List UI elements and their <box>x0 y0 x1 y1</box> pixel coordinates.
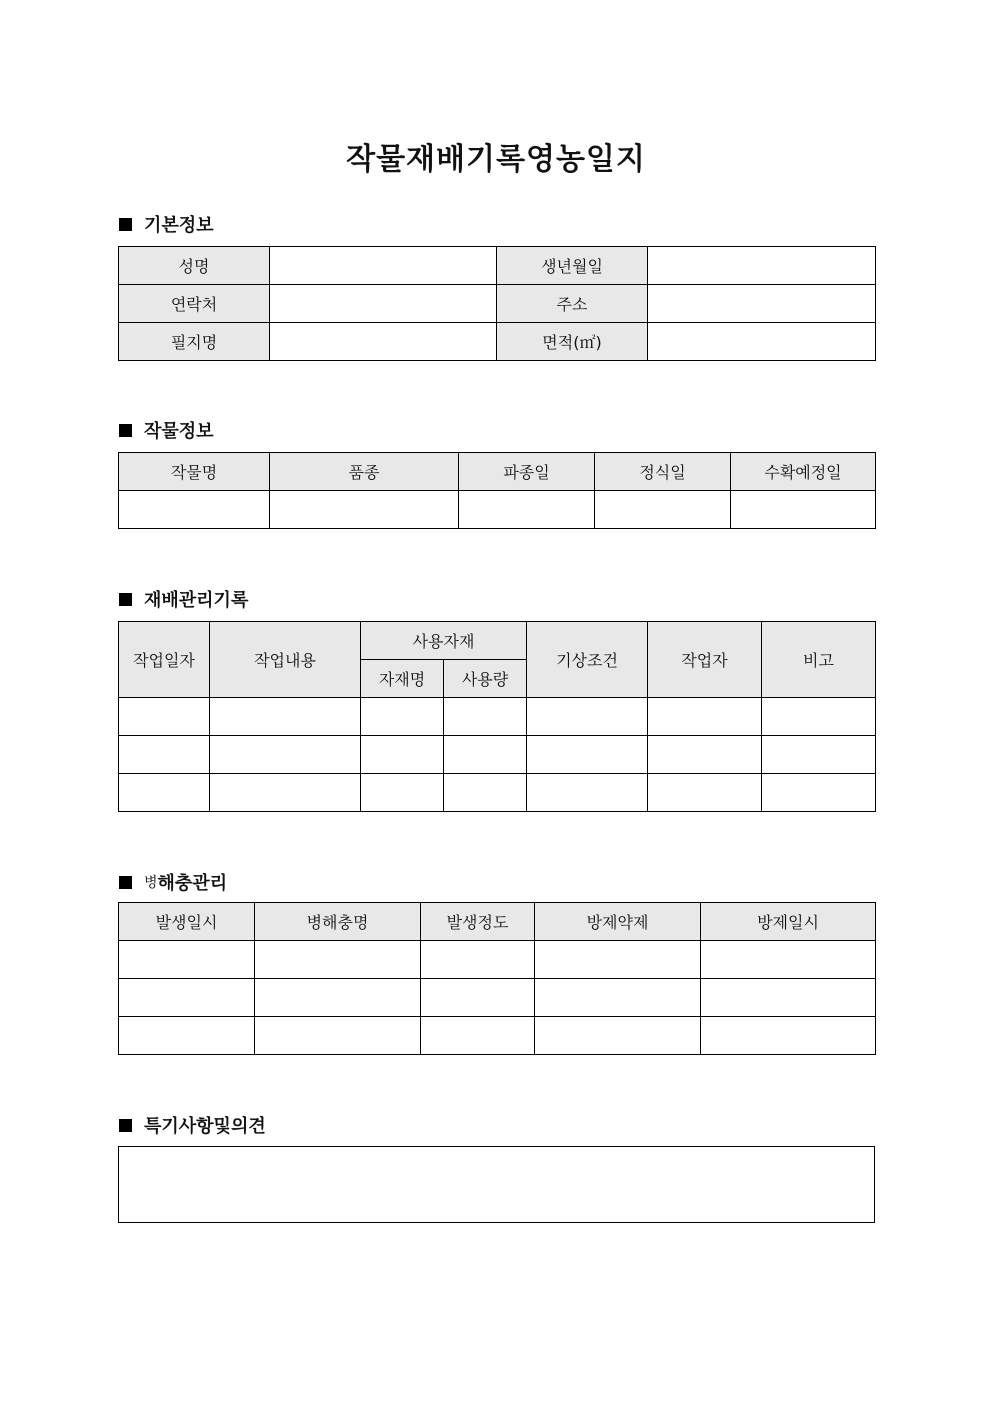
header-note: 비고 <box>762 622 876 698</box>
section-heading-pest-management <box>119 870 227 894</box>
table-cell[interactable] <box>255 979 421 1017</box>
label-address: 주소 <box>497 285 648 323</box>
name-field[interactable] <box>270 247 497 285</box>
square-bullet-icon <box>119 218 132 231</box>
section-heading-cultivation-record <box>119 587 248 611</box>
table-cell[interactable] <box>421 1017 535 1055</box>
label-area: 면적(㎡) <box>497 323 648 361</box>
table-cell[interactable] <box>255 1017 421 1055</box>
header-planting-date: 정식일 <box>595 453 731 491</box>
table-cell[interactable] <box>444 736 527 774</box>
table-cell[interactable] <box>762 698 876 736</box>
table-cell[interactable] <box>361 774 444 812</box>
header-weather: 기상조건 <box>527 622 648 698</box>
table-cell[interactable] <box>648 736 762 774</box>
label-parcel-name: 필지명 <box>119 323 270 361</box>
header-amount: 사용량 <box>444 660 527 698</box>
table-cell[interactable] <box>762 774 876 812</box>
table-cell[interactable] <box>527 698 648 736</box>
table-cell[interactable] <box>421 979 535 1017</box>
table-cell[interactable] <box>648 774 762 812</box>
table-row <box>119 979 876 1017</box>
table-cell[interactable] <box>210 736 361 774</box>
table-header-row <box>119 453 876 491</box>
label-birthdate: 생년월일 <box>497 247 648 285</box>
table-cell[interactable] <box>255 941 421 979</box>
table-cell[interactable] <box>210 774 361 812</box>
header-sowing-date: 파종일 <box>459 453 595 491</box>
planting-date-field[interactable] <box>595 491 731 529</box>
table-cell[interactable] <box>535 979 701 1017</box>
area-field[interactable] <box>648 323 876 361</box>
table-row <box>119 774 876 812</box>
header-work-date: 작업일자 <box>119 622 210 698</box>
section-title-prefix: 병 <box>144 875 158 891</box>
table-cell[interactable] <box>535 941 701 979</box>
address-field[interactable] <box>648 285 876 323</box>
header-control-date: 방제일시 <box>701 903 876 941</box>
table-cell[interactable] <box>444 774 527 812</box>
table-cell[interactable] <box>648 698 762 736</box>
header-occurrence-date: 발생일시 <box>119 903 255 941</box>
section-heading-crop-info <box>119 418 214 442</box>
header-variety: 품종 <box>270 453 459 491</box>
label-name: 성명 <box>119 247 270 285</box>
table-cell[interactable] <box>119 941 255 979</box>
section-title: 작물정보 <box>144 421 214 442</box>
table-cell[interactable] <box>210 698 361 736</box>
notes-field[interactable] <box>118 1146 875 1223</box>
section-heading-notes <box>119 1113 266 1137</box>
contact-field[interactable] <box>270 285 497 323</box>
table-row <box>119 698 876 736</box>
table-cell[interactable] <box>119 774 210 812</box>
birthdate-field[interactable] <box>648 247 876 285</box>
parcel-name-field[interactable] <box>270 323 497 361</box>
table-cell[interactable] <box>701 1017 876 1055</box>
section-title: 기본정보 <box>144 215 214 236</box>
square-bullet-icon <box>119 876 132 889</box>
section-title: 재배관리기록 <box>144 590 249 611</box>
square-bullet-icon <box>119 1119 132 1132</box>
section-heading-basic-info <box>119 212 214 236</box>
crop-info-table <box>118 452 876 529</box>
table-row <box>119 736 876 774</box>
table-cell[interactable] <box>421 941 535 979</box>
table-cell[interactable] <box>119 736 210 774</box>
variety-field[interactable] <box>270 491 459 529</box>
table-row <box>119 941 876 979</box>
document-title: 작물재배기록영농일지 <box>346 142 646 177</box>
header-material-name: 자재명 <box>361 660 444 698</box>
table-cell[interactable] <box>119 1017 255 1055</box>
table-header-row <box>119 903 876 941</box>
table-row <box>119 323 876 361</box>
table-row <box>119 491 876 529</box>
table-header-row <box>119 622 876 660</box>
pest-management-table <box>118 902 876 1055</box>
header-severity: 발생정도 <box>421 903 535 941</box>
table-row <box>119 285 876 323</box>
header-crop-name: 작물명 <box>119 453 270 491</box>
table-cell[interactable] <box>527 774 648 812</box>
header-materials-used: 사용자재 <box>361 622 527 660</box>
table-cell[interactable] <box>119 698 210 736</box>
header-pesticide: 방제약제 <box>535 903 701 941</box>
sowing-date-field[interactable] <box>459 491 595 529</box>
cultivation-record-table <box>118 621 876 812</box>
square-bullet-icon <box>119 593 132 606</box>
header-pest-name: 병해충명 <box>255 903 421 941</box>
table-cell[interactable] <box>361 698 444 736</box>
crop-name-field[interactable] <box>119 491 270 529</box>
header-work-content: 작업내용 <box>210 622 361 698</box>
table-cell[interactable] <box>701 941 876 979</box>
table-cell[interactable] <box>535 1017 701 1055</box>
table-cell[interactable] <box>701 979 876 1017</box>
table-cell[interactable] <box>119 979 255 1017</box>
section-title: 특기사항및의견 <box>144 1116 266 1137</box>
label-contact: 연락처 <box>119 285 270 323</box>
table-cell[interactable] <box>527 736 648 774</box>
basic-info-table <box>118 246 876 361</box>
header-worker: 작업자 <box>648 622 762 698</box>
harvest-date-field[interactable] <box>731 491 876 529</box>
section-title: 해충관리 <box>157 873 228 894</box>
table-row <box>119 247 876 285</box>
table-row <box>119 1017 876 1055</box>
table-cell[interactable] <box>361 736 444 774</box>
header-harvest-date: 수확예정일 <box>731 453 876 491</box>
square-bullet-icon <box>119 424 132 437</box>
table-cell[interactable] <box>762 736 876 774</box>
table-cell[interactable] <box>444 698 527 736</box>
